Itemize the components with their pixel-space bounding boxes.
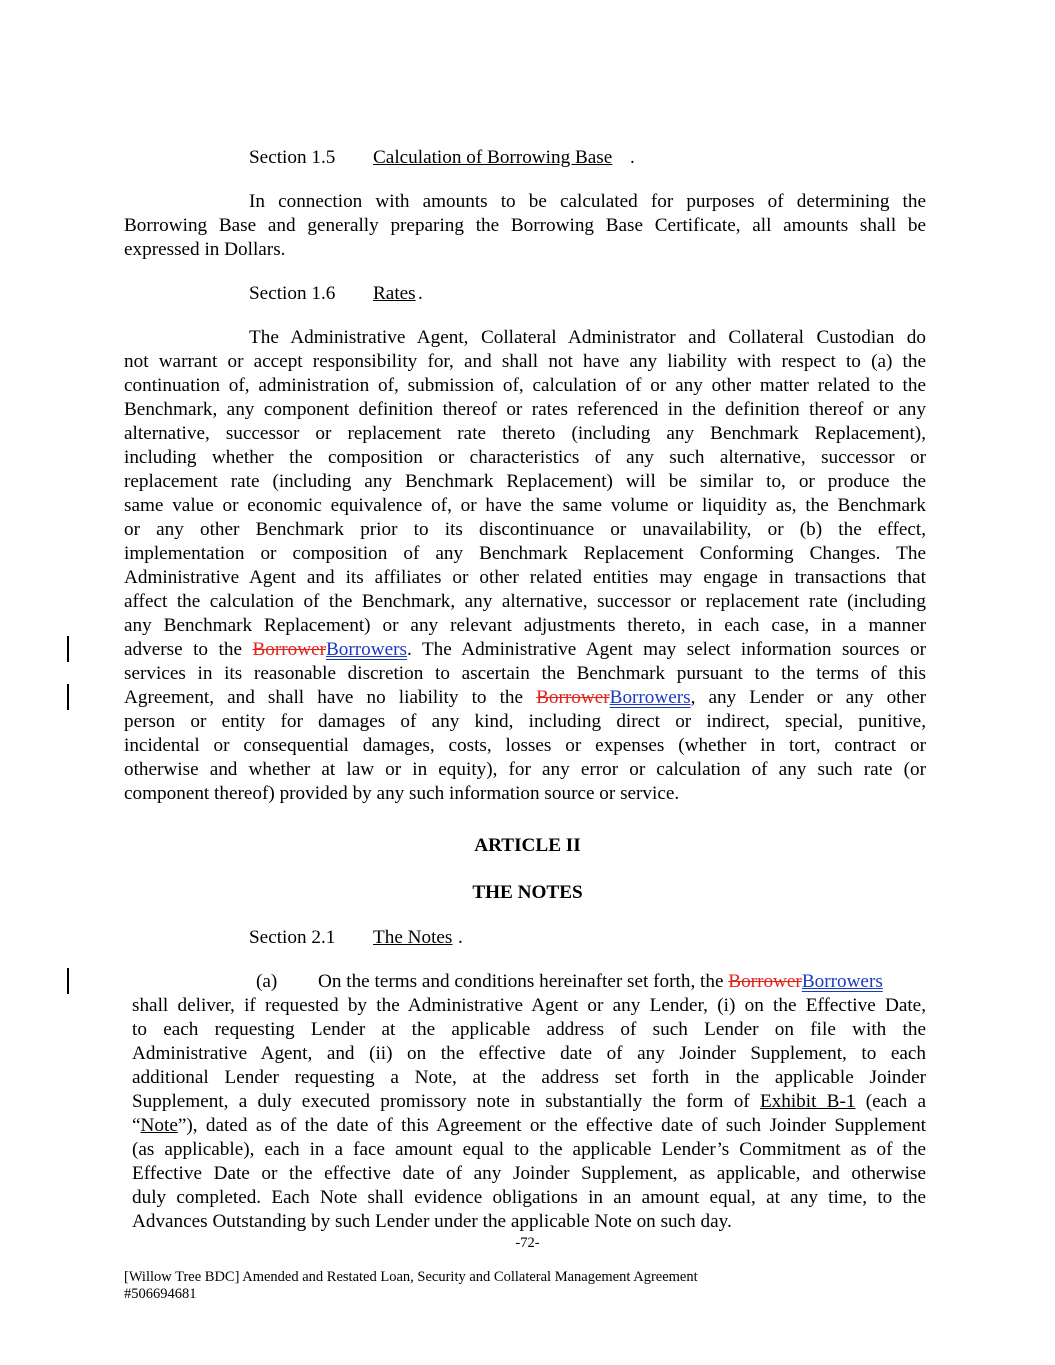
line-text: , any Lender or any other	[690, 687, 926, 708]
paragraph-line: replacement rate (including any Benchmark Replacement) will be similar to, or produce the	[124, 471, 926, 492]
change-bar	[67, 636, 69, 662]
exhibit-reference: Exhibit B-1	[759, 1091, 856, 1112]
paragraph-line: Effective Date or the effective date of any Joinder Supplement, as applicable, and otherwise	[132, 1163, 926, 1184]
paragraph-line: alternative, successor or replacement rate thereto (including any Benchmark Replacement),	[124, 423, 926, 444]
deleted-text: Borrower	[536, 687, 610, 708]
paragraph-line: continuation of, administration of, submission of, calculation of or any other matter related to the	[124, 375, 926, 396]
section-title-period: .	[458, 927, 463, 948]
paragraph-line: expressed in Dollars.	[124, 239, 286, 260]
section-number: Section 1.6	[249, 283, 336, 304]
paragraph-line: The Administrative Agent, Collateral Administrator and Collateral Custodian do	[249, 327, 926, 348]
paragraph-line: additional Lender requesting a Note, at the address set forth in the applicable Joinder	[132, 1067, 926, 1088]
line-text: . The Administrative Agent may select information sources or	[407, 639, 926, 660]
paragraph-line: same value or economic equivalence of, or have the same volume or liquidity as, the Benchmark	[124, 495, 926, 516]
paragraph-line: implementation or composition of any Benchmark Replacement Conforming Changes. The	[124, 543, 926, 564]
paragraph-line: Advances Outstanding by such Lender under the applicable Note on such day.	[132, 1211, 732, 1232]
inserted-text: Borrowers	[609, 687, 691, 708]
section-title: The Notes	[373, 927, 453, 948]
footer-doc-id: #506694681	[124, 1286, 197, 1302]
article-subheading: THE NOTES	[472, 882, 583, 903]
clause-first-line	[318, 970, 883, 994]
paragraph-line: duly completed. Each Note shall evidence obligations in an amount equal, at any time, to the	[132, 1187, 926, 1208]
paragraph-line: Borrowing Base and generally preparing the Borrowing Base Certificate, all amounts shall be	[124, 215, 926, 236]
inserted-text: Borrowers	[326, 639, 407, 660]
section-title-period: .	[630, 147, 635, 168]
page-number: -72-	[515, 1235, 540, 1251]
paragraph-line: not warrant or accept responsibility for, and shall not have any liability with respect to (a) the	[124, 351, 926, 372]
paragraph-line: or any other Benchmark prior to its discontinuance or unavailability, or (b) the effect,	[124, 519, 926, 540]
line-text: (each a	[855, 1091, 926, 1112]
section-title: Rates	[373, 283, 416, 304]
article-heading: ARTICLE II	[474, 835, 581, 856]
paragraph-line: any Benchmark Replacement) or any relevant adjustments thereto, in each case, in a manner	[124, 615, 926, 636]
paragraph-line: Administrative Agent and its affiliates or other related entities may engage in transactions that	[124, 567, 926, 588]
line-text: Agreement, and shall have no liability to the	[124, 687, 537, 708]
footer-document-title: [Willow Tree BDC] Amended and Restated Loan, Security and Collateral Management Agreement	[124, 1269, 698, 1285]
line-text: On the terms and conditions hereinafter set forth, the	[318, 971, 729, 992]
paragraph-line: shall deliver, if requested by the Administrative Agent or any Lender, (i) on the Effective Date,	[132, 995, 926, 1016]
section-number: Section 2.1	[249, 927, 336, 948]
paragraph-line: Benchmark, any component definition thereof or rates referenced in the definition thereof or any	[124, 399, 926, 420]
section-title-period: .	[418, 283, 423, 304]
change-bar	[67, 968, 69, 994]
line-text: “	[132, 1115, 141, 1136]
paragraph-line: Administrative Agent, and (ii) on the effective date of any Joinder Supplement, to each	[132, 1043, 926, 1064]
section-1-5-heading	[249, 146, 613, 170]
paragraph-line: services in its reasonable discretion to ascertain the Benchmark pursuant to the terms of this	[124, 663, 926, 684]
paragraph-line: affect the calculation of the Benchmark, any alternative, successor or replacement rate (including	[124, 591, 926, 612]
paragraph-line-note	[132, 1114, 926, 1138]
paragraph-line: (as applicable), each in a face amount equal to the applicable Lender’s Commitment as of the	[132, 1139, 926, 1160]
inserted-text: Borrowers	[801, 971, 883, 992]
section-1-6-heading	[249, 282, 416, 306]
paragraph-line: person or entity for damages of any kind, including direct or indirect, special, punitive,	[124, 711, 926, 732]
section-number: Section 1.5	[249, 147, 336, 168]
paragraph-line-revised	[124, 638, 926, 662]
paragraph-line: otherwise and whether at law or in equity), for any error or calculation of any such rate (or	[124, 759, 926, 780]
line-text: Supplement, a duly executed promissory note in substantially the form of	[132, 1091, 760, 1112]
line-text: adverse to the	[124, 639, 253, 660]
paragraph-line: In connection with amounts to be calculated for purposes of determining the	[249, 191, 926, 212]
paragraph-line: incidental or consequential damages, costs, losses or expenses (whether in tort, contract or	[124, 735, 926, 756]
deleted-text: Borrower	[728, 971, 802, 992]
line-text: ”), dated as of the date of this Agreement or the effective date of such Joinder Supplement	[177, 1115, 926, 1136]
clause-label: (a)	[256, 971, 278, 992]
paragraph-line: component thereof) provided by any such information source or service.	[124, 783, 680, 804]
paragraph-line: including whether the composition or characteristics of any such alternative, successor or	[124, 447, 926, 468]
section-title: Calculation of Borrowing Base	[373, 147, 613, 168]
deleted-text: Borrower	[252, 639, 326, 660]
paragraph-line-revised	[124, 686, 926, 710]
change-bar	[67, 684, 69, 710]
paragraph-line-exhibit	[132, 1090, 926, 1114]
paragraph-line: to each requesting Lender at the applicable address of such Lender on file with the	[132, 1019, 926, 1040]
section-2-1-heading	[249, 926, 453, 950]
defined-term: Note	[140, 1115, 178, 1136]
